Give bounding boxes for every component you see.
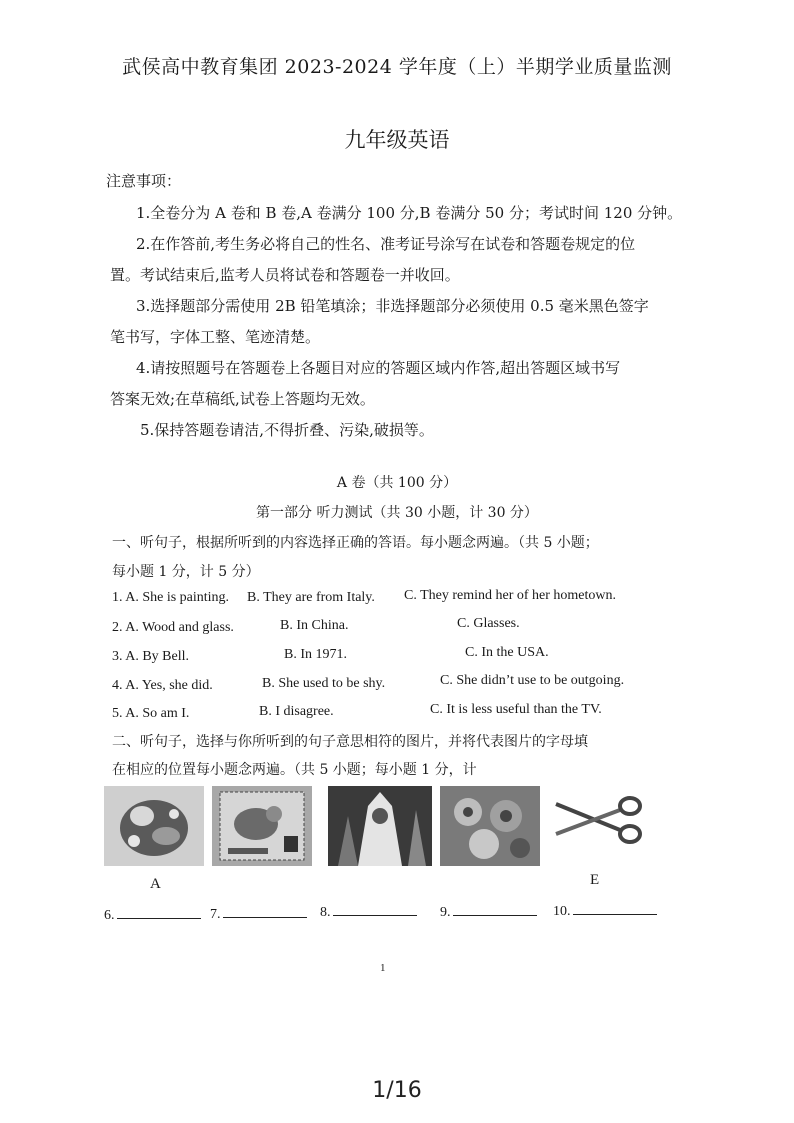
paper-cut-icon bbox=[104, 786, 204, 866]
blank-number: 8. bbox=[320, 905, 331, 920]
notice-item: 置。考试结束后,监考人员将试卷和答题卷一并收回。 bbox=[110, 266, 460, 284]
embroidery-icon bbox=[440, 786, 540, 866]
notice-item: 3.选择题部分需使用 2B 铅笔填涂；非选择题部分必须使用 0.5 毫米黑色签字 bbox=[136, 297, 649, 315]
blank-number: 10. bbox=[553, 904, 571, 919]
option-c: C. In the USA. bbox=[465, 645, 549, 660]
answer-blank-9 bbox=[440, 901, 537, 921]
scissors-icon bbox=[550, 786, 650, 866]
blank-line[interactable] bbox=[453, 901, 537, 916]
blank-number: 7. bbox=[210, 907, 221, 922]
blank-line[interactable] bbox=[333, 901, 417, 916]
answer-blank-6 bbox=[104, 904, 201, 924]
page-number: 1 bbox=[380, 962, 386, 974]
notice-item: 4.请按照题号在答题卷上各题目对应的答题区域内作答,超出答题区域书写 bbox=[136, 359, 621, 377]
option-c: C. Glasses. bbox=[457, 616, 520, 631]
option-b: B. She used to be shy. bbox=[262, 676, 386, 691]
shadow-puppet-icon bbox=[328, 786, 432, 866]
option-c: C. They remind her of her hometown. bbox=[404, 588, 617, 603]
option-b: B. In 1971. bbox=[284, 647, 347, 662]
stamp-icon bbox=[212, 786, 312, 866]
option-b: B. I disagree. bbox=[259, 704, 334, 719]
picture-label-e: E bbox=[590, 872, 600, 888]
option-a: 3. A. By Bell. bbox=[112, 649, 190, 664]
section1-instruction: 一、听句子，根据所听到的内容选择正确的答语。每小题念两遍。（共 5 小题； bbox=[112, 535, 599, 551]
blank-line[interactable] bbox=[573, 900, 657, 915]
picture-label-a: A bbox=[150, 876, 161, 892]
blank-number: 6. bbox=[104, 908, 115, 923]
answer-blank-7 bbox=[210, 903, 307, 923]
notice-item: 2.在作答前,考生务必将自己的性名、准考证号涂写在试卷和答题卷规定的位 bbox=[136, 235, 636, 253]
part1-title: 第一部分 听力测试（共 30 小题，计 30 分） bbox=[256, 505, 538, 521]
option-c: C. It is less useful than the TV. bbox=[430, 702, 602, 717]
paper-a-title: A 卷（共 100 分） bbox=[336, 475, 458, 491]
blank-line[interactable] bbox=[117, 904, 201, 919]
option-a: 5. A. So am I. bbox=[112, 706, 190, 721]
option-a: 2. A. Wood and glass. bbox=[112, 620, 234, 635]
embroidery-picture bbox=[440, 786, 540, 866]
notice-item: 5.保持答题卷请洁,不得折叠、污染,破损等。 bbox=[140, 421, 434, 439]
shadow-puppet-picture bbox=[328, 786, 432, 866]
notice-item: 答案无效;在草稿纸,试卷上答题均无效。 bbox=[110, 390, 375, 408]
subject-title: 九年级英语 bbox=[344, 128, 450, 152]
exam-title: 武侯高中教育集团 2023-2024 学年度（上）半期学业质量监测 bbox=[122, 56, 672, 78]
option-b: B. In China. bbox=[280, 618, 349, 633]
option-c: C. She didn’t use to be outgoing. bbox=[440, 673, 625, 688]
answer-blank-10 bbox=[553, 900, 657, 920]
option-a: 1. A. She is painting. bbox=[112, 590, 230, 605]
notice-heading: 注意事项： bbox=[106, 172, 182, 190]
section2-instruction: 在相应的位置每小题念两遍。（共 5 小题；每小题 1 分，计 bbox=[112, 762, 477, 778]
viewer-page-indicator: 1/16 bbox=[372, 1078, 422, 1103]
blank-number: 9. bbox=[440, 905, 451, 920]
section2-instruction: 二、听句子，选择与你所听到的句子意思相符的图片，并将代表图片的字母填 bbox=[112, 734, 588, 750]
scissors-picture bbox=[550, 786, 650, 866]
option-b: B. They are from Italy. bbox=[247, 590, 375, 605]
notice-item: 1.全卷分为 A 卷和 B 卷,A 卷满分 100 分,B 卷满分 50 分；考试时间 120 分钟。 bbox=[136, 204, 683, 222]
notice-item: 笔书写，字体工整、笔迹清楚。 bbox=[110, 328, 321, 346]
blank-line[interactable] bbox=[223, 903, 307, 918]
option-a: 4. A. Yes, she did. bbox=[112, 678, 213, 693]
stamp-picture bbox=[212, 786, 312, 866]
section1-instruction: 每小题 1 分，计 5 分） bbox=[112, 564, 260, 580]
paper-cut-picture bbox=[104, 786, 204, 866]
answer-blank-8 bbox=[320, 901, 417, 921]
